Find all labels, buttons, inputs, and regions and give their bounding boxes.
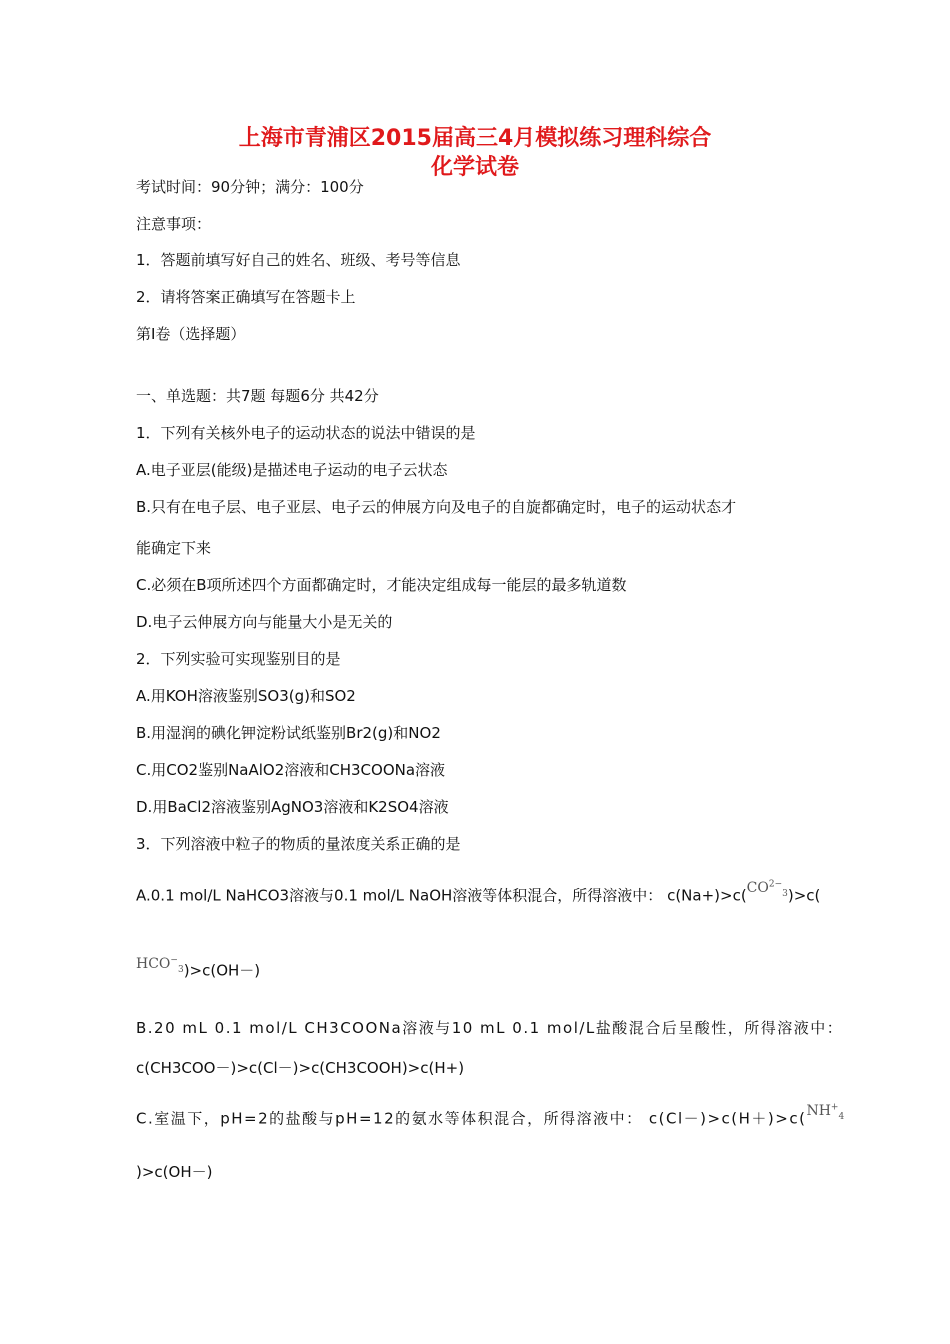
notice-item-1: 1．答题前填写好自己的姓名、班级、考号等信息 (136, 251, 461, 269)
q3-option-c-text: C.室温下，pH=2的盐酸与pH=12的氨水等体积混合，所得溶液中： c(Cl－)>c(H＋)>c( (136, 1109, 807, 1128)
q1-stem: 1．下列有关核外电子的运动状态的说法中错误的是 (136, 424, 476, 442)
q2-option-a: A.用KOH溶液鉴别SO3(g)和SO2 (136, 687, 356, 705)
q3-option-b-cont: c(CH3COO－)>c(Cl－)>c(CH3COOH)>c(H+) (136, 1059, 465, 1077)
q3-option-a-cont (136, 955, 261, 987)
q1-option-b: B.只有在电子层、电子亚层、电子云的伸展方向及电子的自旋都确定时，电子的运动状态才 (136, 498, 737, 516)
q3-option-a-cont-text: )>c(OH－) (183, 961, 261, 980)
doc-title: 上海市青浦区2015届高三4月模拟练习理科综合 (238, 126, 712, 151)
q1-option-c: C.必须在B项所述四个方面都确定时，才能决定组成每一能层的最多轨道数 (136, 576, 627, 594)
part-title: 第I卷（选择题） (136, 325, 246, 343)
section-title: 一、单选题：共7题 每题6分 共42分 (136, 387, 379, 405)
q2-stem: 2．下列实验可实现鉴别目的是 (136, 650, 341, 668)
q3-option-c (136, 1102, 845, 1135)
q3-option-c-cont: )>c(OH－) (136, 1163, 213, 1181)
q3-option-a (136, 879, 821, 912)
ammonium-ion: $NH^+_4$ (806, 1102, 845, 1122)
q3-option-a-tail: )>c( (787, 886, 821, 905)
bicarbonate-ion: $HCO^-_3$ (136, 955, 184, 975)
q2-option-b: B.用湿润的碘化钾淀粉试纸鉴别Br2(g)和NO2 (136, 724, 441, 742)
q2-option-d: D.用BaCl2溶液鉴别AgNO3溶液和K2SO4溶液 (136, 798, 449, 816)
q3-stem: 3．下列溶液中粒子的物质的量浓度关系正确的是 (136, 835, 461, 853)
q3-option-a-text: A.0.1 mol/L NaHCO3溶液与0.1 mol/L NaOH溶液等体积混合，所得溶液中： c(Na+)>c( (136, 886, 747, 905)
notice-heading: 注意事项： (136, 215, 212, 233)
exam-info: 考试时间：90分钟；满分：100分 (136, 178, 364, 196)
q3-option-b: B.20 mL 0.1 mol/L CH3COONa溶液与10 mL 0.1 mol/L盐酸混合后呈酸性，所得溶液中： (136, 1019, 844, 1037)
q1-option-b-cont: 能确定下来 (136, 539, 212, 557)
q1-option-a: A.电子亚层(能级)是描述电子运动的电子云状态 (136, 461, 448, 479)
doc-subtitle: 化学试卷 (430, 155, 519, 180)
q1-option-d: D.电子云伸展方向与能量大小是无关的 (136, 613, 393, 631)
notice-item-2: 2．请将答案正确填写在答题卡上 (136, 288, 356, 306)
q2-option-c: C.用CO2鉴别NaAlO2溶液和CH3COONa溶液 (136, 761, 446, 779)
carbonate-ion: $CO^{2-}_3$ (746, 879, 788, 899)
